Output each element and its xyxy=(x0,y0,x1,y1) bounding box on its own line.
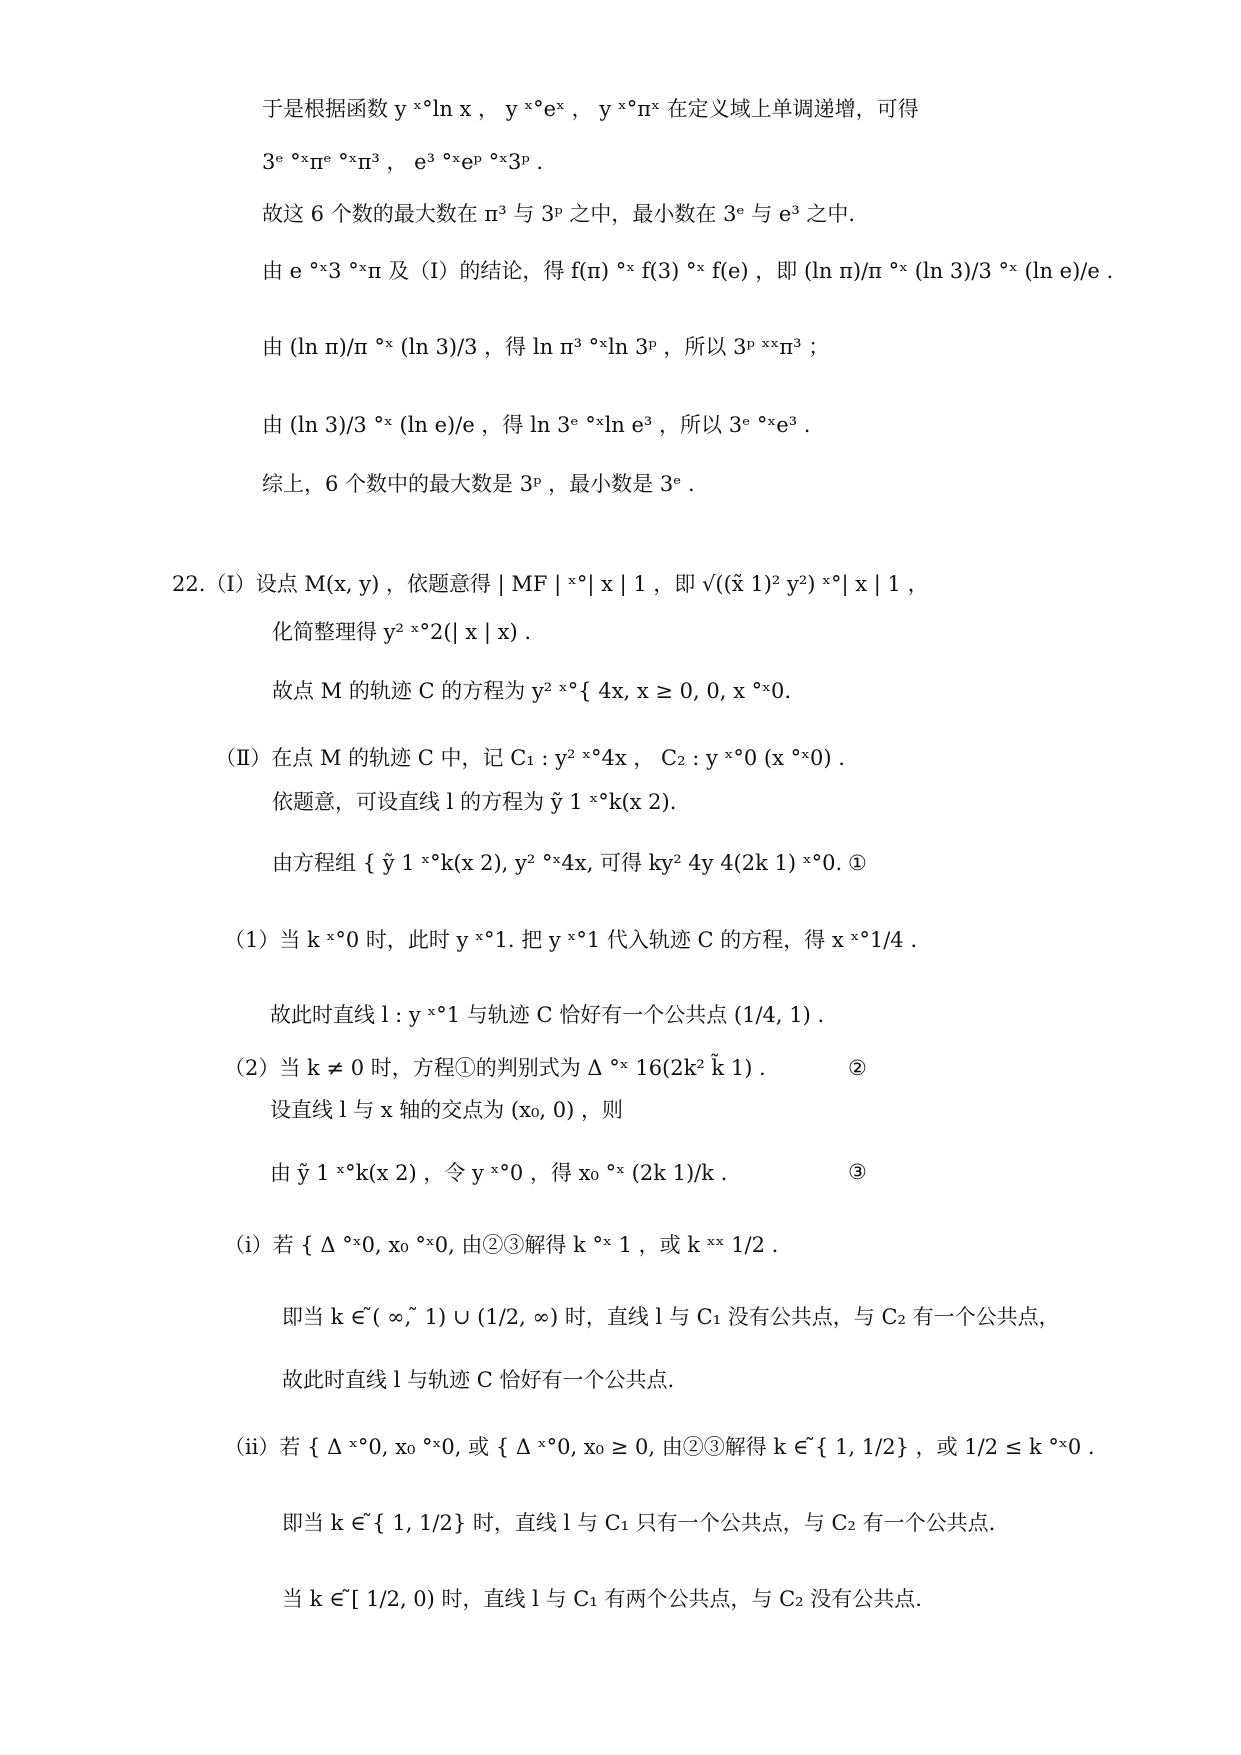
equation-marker-3: ③ xyxy=(848,1160,867,1184)
text-line: 即当 k ∈ ̃{ 1, 1/2} 时，直线 l 与 C₁ 只有一个公共点，与 C₂ 有一个公共点. xyxy=(282,1511,996,1535)
equation-marker-2: ② xyxy=(848,1056,867,1080)
problem-22-part-2: （Ⅱ）在点 M 的轨迹 C 中，记 C₁ : y² ˣ°4x ， C₂ : y ˣ°0 (x °ˣ0) . xyxy=(215,746,845,770)
case-1: （1）当 k ˣ°0 时，此时 y ˣ°1. 把 y ˣ°1 代入轨迹 C 的方程，得 x ˣ°1/4 . xyxy=(224,928,918,952)
subcase-ii: （ⅱ）若 { Δ ˣ°0, x₀ °ˣ0, 或 { Δ ˣ°0, x₀ ≥ 0, 由②③解得 k ∈ ̃{ 1, 1/2} ，或 1/2 ≤ k °ˣ0 . xyxy=(224,1435,1095,1459)
text-line: 由方程组 { ỹ 1 ˣ°k(x 2), y² °ˣ4x, 可得 ky² 4y 4(2k 1) ˣ°0. xyxy=(272,851,843,875)
text-line: 故此时直线 l : y ˣ°1 与轨迹 C 恰好有一个公共点 (1/4, 1) . xyxy=(270,1003,825,1027)
text-line: 故点 M 的轨迹 C 的方程为 y² ˣ°{ 4x, x ≥ 0, 0, x °ˣ0. xyxy=(272,679,792,703)
text-line: 由 (ln 3)/3 °ˣ (ln e)/e ，得 ln 3ᵉ °ˣln e³ ，所以 3ᵉ °ˣe³ . xyxy=(262,413,811,437)
problem-22-part-1: 22.（Ⅰ）设点 M(x, y) ，依题意得 | MF | ˣ°| x | 1 ，即 √((x̃ 1)² y²) ˣ°| x | 1 ， xyxy=(172,572,929,596)
text-line: 故此时直线 l 与轨迹 C 恰好有一个公共点. xyxy=(282,1368,675,1392)
text-line: 由 ỹ 1 ˣ°k(x 2) ，令 y ˣ°0 ，得 x₀ °ˣ (2k 1)/k . xyxy=(270,1161,728,1185)
text-line: 由 e °ˣ3 °ˣπ 及（Ⅰ）的结论，得 f(π) °ˣ f(3) °ˣ f(e) ，即 (ln π)/π °ˣ (ln 3)/3 °ˣ (ln e)/e . xyxy=(262,259,1114,283)
text-line: 由 (ln π)/π °ˣ (ln 3)/3 ，得 ln π³ °ˣln 3ᵖ ，所以 3ᵖ ˣˣπ³ ； xyxy=(262,335,830,359)
text-line: 于是根据函数 y ˣ°ln x ， y ˣ°eˣ ， y ˣ°πˣ 在定义域上单调递增，可得 xyxy=(262,97,919,121)
text-line: 综上，6 个数中的最大数是 3ᵖ ，最小数是 3ᵉ . xyxy=(262,472,695,496)
text-line: 依题意，可设直线 l 的方程为 ỹ 1 ˣ°k(x 2). xyxy=(272,790,677,814)
text-line: 当 k ∈ ̃[ 1/2, 0) 时，直线 l 与 C₁ 有两个公共点，与 C₂ 没有公共点. xyxy=(282,1587,922,1611)
subcase-i: （ⅰ）若 { Δ °ˣ0, x₀ °ˣ0, 由②③解得 k °ˣ 1 ，或 k ˣˣ 1/2 . xyxy=(224,1233,779,1257)
text-line: 化简整理得 y² ˣ°2(| x | x) . xyxy=(272,620,531,644)
text-line: 即当 k ∈ ̃( ∞, ̃ 1) ∪ (1/2, ∞) 时，直线 l 与 C₁ 没有公共点，与 C₂ 有一个公共点， xyxy=(282,1305,1060,1329)
case-2: （2）当 k ≠ 0 时，方程①的判别式为 Δ °ˣ 16(2k² k̃ 1) . xyxy=(224,1056,766,1080)
text-line: 故这 6 个数的最大数在 π³ 与 3ᵖ 之中，最小数在 3ᵉ 与 e³ 之中. xyxy=(262,202,856,226)
equation-marker-1: ① xyxy=(848,851,867,875)
text-line: 3ᵉ °ˣπᵉ °ˣπ³ ， e³ °ˣeᵖ °ˣ3ᵖ . xyxy=(262,150,544,174)
text-line: 设直线 l 与 x 轴的交点为 (x₀, 0) ，则 xyxy=(270,1098,623,1122)
